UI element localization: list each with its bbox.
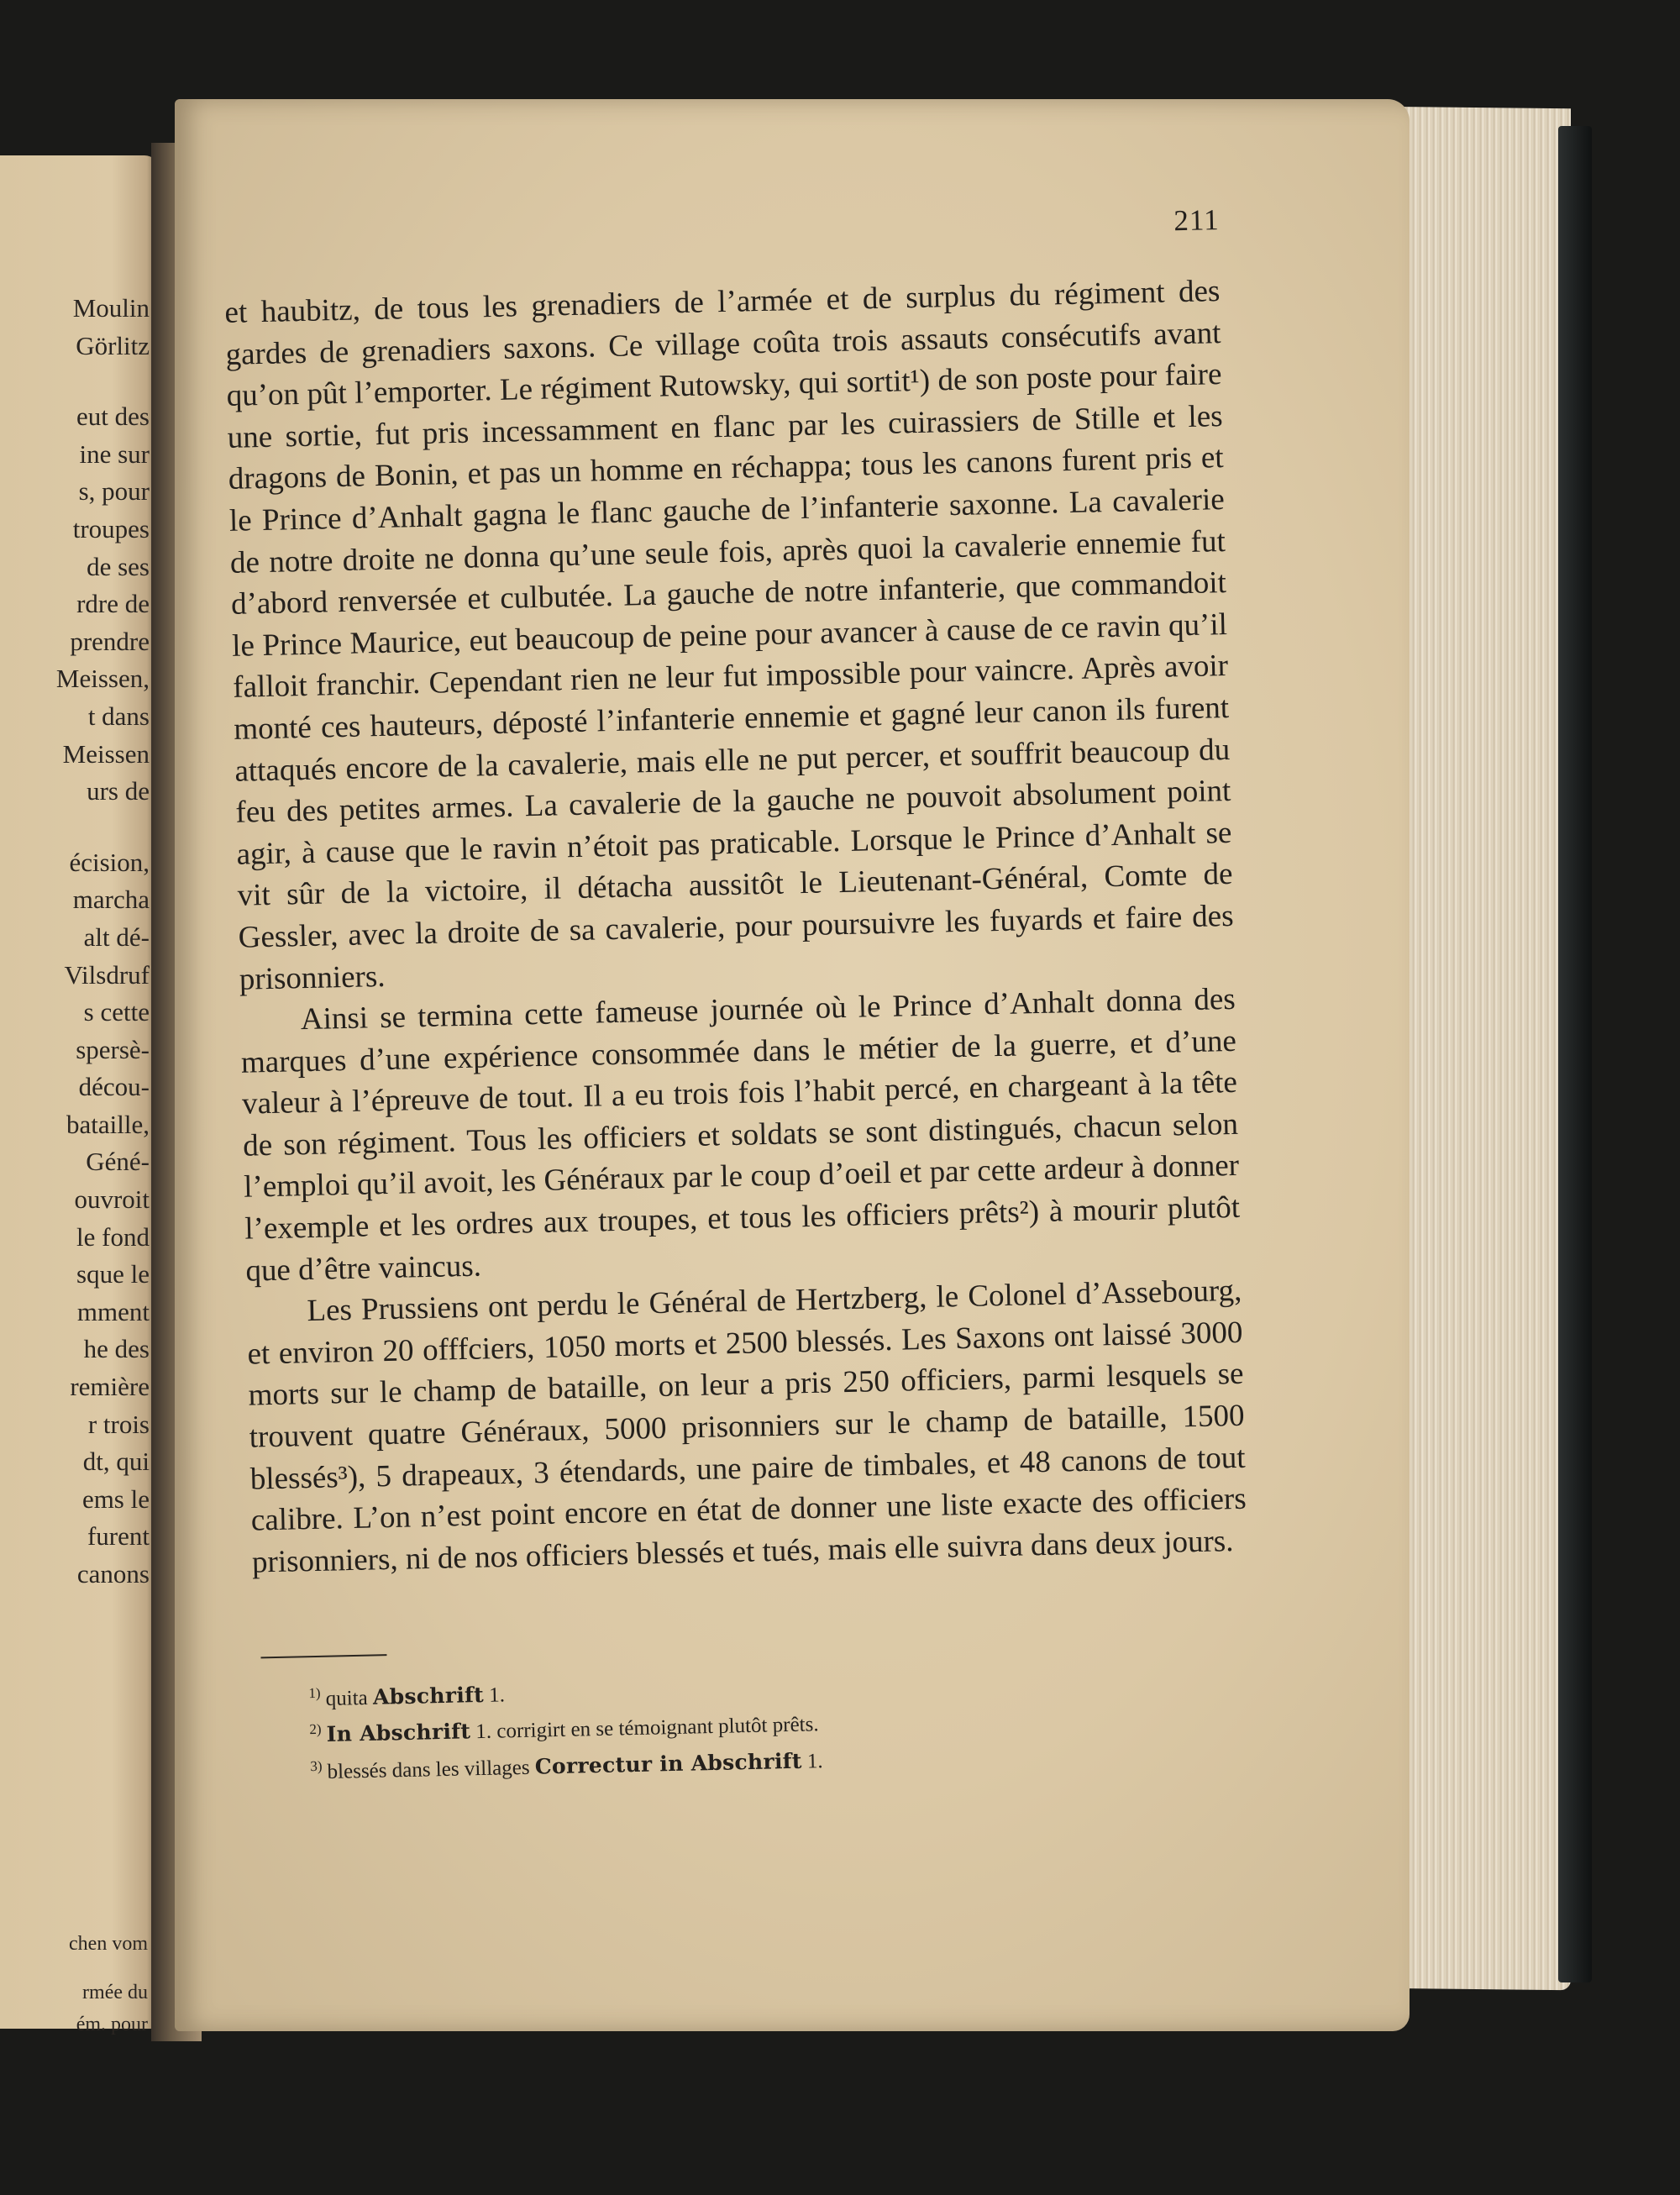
right-page (175, 99, 1410, 2031)
left-line: urs de (87, 776, 150, 806)
footnote-fraktur: Correctur in Abschrift (534, 1748, 802, 1779)
left-line: rdre de (76, 589, 150, 619)
left-line: spersè- (76, 1034, 150, 1064)
footnote-after: 1. (801, 1749, 823, 1773)
left-line: alt dé- (83, 922, 150, 952)
left-page-text (0, 290, 150, 1594)
page-content (220, 77, 1247, 1783)
left-line: furent (87, 1521, 150, 1552)
footnote-text: blessés dans les villages (327, 1756, 536, 1783)
left-line: t dans (87, 701, 150, 731)
book-cover-edge (1558, 126, 1592, 1982)
footnote-mark: 1) (308, 1684, 321, 1702)
left-line: troupes (72, 513, 150, 543)
footnote-mark: 3) (310, 1757, 323, 1774)
left-line: prendre (70, 626, 150, 656)
left-line: sque le (76, 1259, 150, 1289)
left-line: ouvroit (74, 1184, 150, 1215)
footnotes (308, 1660, 1151, 1788)
left-line: ems le (81, 1483, 150, 1514)
left-line: Görlitz (76, 330, 150, 360)
left-line: s cette (83, 997, 150, 1027)
left-foot-line (0, 1960, 148, 1977)
footnote-text: quita (325, 1686, 374, 1711)
page-number: 211 (1173, 203, 1221, 238)
left-line: mment (76, 1296, 150, 1326)
footnote-after: 1. (483, 1683, 506, 1707)
left-foot-line: ém. pour (76, 2014, 148, 2035)
left-line-gap (0, 365, 150, 398)
left-line: de ses (87, 551, 150, 581)
left-line: Géné- (86, 1147, 150, 1177)
left-line: le fond (76, 1221, 150, 1252)
left-line: eut des (76, 402, 150, 432)
left-line: Meissen, (55, 664, 150, 694)
left-line: Vilsdruf (64, 959, 150, 990)
left-line: r trois (87, 1409, 150, 1439)
paragraph: et haubitz, de tous les grenadiers de l’armée et de surplus du régiment des gardes de grenadiers saxons. Ce village coûta trois assauts consécutifs avant qu’on pût l’emporter. Le régiment Rutowsky, qui sortit¹) de son poste pour faire une sortie, fut pris incessamment en flanc par les cuirassiers de Stille et les dragons de Bonin, et pas un homme en réchappa; tous les canons furent pris et le Prince d’Anhalt gagna le flanc gauche de l’infanterie saxonne. La cavalerie de notre droite ne donna qu’une seule fois, après quoi la cavalerie ennemie fut d’abord renversée et culbutée. La gauche de notre infanterie, que commandoit le Prince Maurice, eut beaucoup de peine pour avancer à cause de ce ravin qu’il falloit franchir. Cependant rien ne leur fut impossible pour vaincre. Après avoir monté ces hauteurs, déposté l’infanterie ennemie et gagné leur canon ils furent attaqués encore de la cavalerie, mais elle ne put percer, et souffrit beaucoup du feu des petites armes. La cavalerie de la gauche ne pouvoit absolument point agir, à cause que le ravin n’étoit pas praticable. Lorsque le Prince d’Anhalt se vit sûr de la victoire, il détacha aussitôt le Lieutenant-Général, Comte de Gessler, avec la droite de sa cavalerie, pour poursuivre les fuyards et faire des prisonniers. (224, 274, 1234, 997)
left-foot-line: chen vom (69, 1933, 148, 1955)
body-text (224, 270, 1247, 1583)
paragraph: Les Prussiens ont perdu le Général de Hertzberg, le Colonel d’Assebourg, et environ 20 offfciers, 1050 morts et 2500 blessés. Les Saxons ont laissé 3000 morts sur le champ de bataille, on leur a pris 250 officiers, parmi lesquels se trouvent quatre Généraux, 5000 prisonniers sur le champ de bataille, 1500 blessés³), 5 drapeaux, 3 étendards, une paire de timbales, et 48 canons de tout calibre. L’on n’est point encore en état de donner une liste exacte des officiers prisonniers, ni de nos officiers blessés et tués, mais elle suivra dans deux jours. (247, 1273, 1247, 1580)
left-line: dt, qui (82, 1447, 150, 1477)
left-line: remière (70, 1372, 150, 1402)
left-line: Moulin (72, 293, 150, 323)
left-foot-line: rmée du (82, 1982, 148, 2003)
left-line: bataille, (66, 1109, 150, 1139)
left-line: écision, (69, 847, 150, 877)
footnote-mark: 2) (309, 1721, 322, 1738)
footnote-fraktur: In Abschrift (326, 1719, 471, 1747)
left-line: s, pour (78, 476, 150, 507)
left-line: ine sur (79, 438, 150, 469)
left-line: décou- (78, 1072, 150, 1102)
left-line: he des (83, 1334, 150, 1364)
footnote-fraktur: Abschrift (372, 1682, 485, 1709)
footnote-rule (260, 1654, 386, 1658)
left-facing-page (0, 155, 160, 2035)
paragraph: Ainsi se termina cette fameuse journée où le Prince d’Anhalt donna des marques d’une expérience consommée dans le métier de la guerre, et d’une valeur à l’épreuve de tout. Il a eu trois fois l’habit percé, en chargeant à la tête de son régiment. Tous les officiers et soldats se sont distingués, chacun selon l’emploi qu’il avoit, les Généraux par le coup d’oeil et par cette ardeur à donner l’exemple et les ordres aux troupes, et tous les officiers prêts²) à mourir plutôt que d’être vaincus. (240, 981, 1241, 1289)
left-line: canons (76, 1559, 150, 1588)
left-page-footnotes (0, 1928, 148, 2040)
left-line: Meissen (62, 738, 150, 769)
left-line: marcha (72, 885, 150, 915)
left-line-gap (0, 811, 150, 844)
footnote-after: 1. corrigirt en se témoignant plutôt prêts. (470, 1713, 819, 1744)
